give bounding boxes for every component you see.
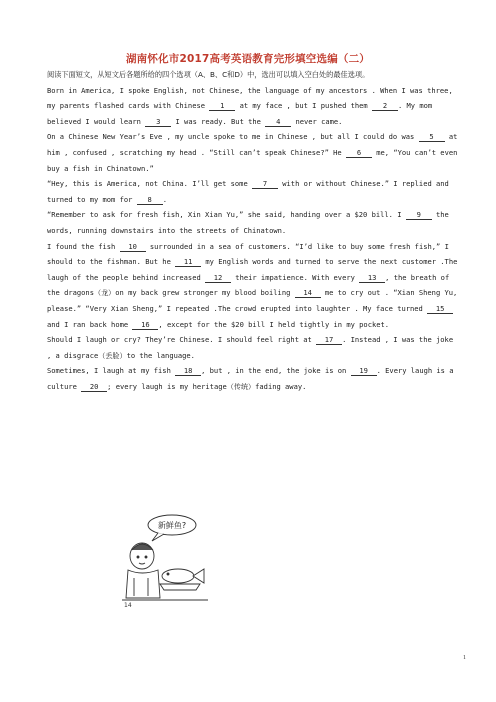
passage-text: . Instead , I was the joke , a disgrace（丢脸）to the language.	[47, 335, 454, 360]
passage-text: , the breath of the dragons（龙）on my back grew stronger my blood boiling	[47, 272, 450, 298]
document-body	[47, 67, 460, 394]
blank-5: 5	[419, 132, 445, 142]
blank-10: 10	[120, 242, 146, 252]
cartoon-illustration	[120, 508, 210, 608]
passage-text: Should I laugh or cry? They’re Chinese. I should feel right at	[47, 335, 317, 345]
passage-text: at my face , but I pushed them	[235, 101, 372, 111]
passage-text: I was ready. But the	[171, 116, 266, 126]
blank-15: 15	[427, 304, 453, 314]
blank-13: 13	[359, 273, 385, 283]
blank-3: 3	[145, 117, 171, 127]
passage-text: my English words and turned to serve the next customer .The laugh of the people behind increased	[47, 257, 458, 282]
blank-16: 16	[132, 320, 158, 330]
passage-text: me to cry out . “Xian Sheng Yu, please.” “Very Xian Sheng,” I repeated .The crowd erupted into laughter . My face turned	[47, 288, 458, 313]
paragraph	[47, 239, 460, 333]
figure-caption: 14	[124, 602, 132, 608]
passage-text: Sometimes, I laugh at my fish	[47, 366, 176, 376]
blank-19: 19	[351, 366, 377, 376]
blank-9: 9	[406, 210, 432, 220]
paragraph	[47, 332, 460, 363]
blank-12: 12	[205, 273, 231, 283]
passage-text: , but , in the end, the joke is on	[201, 366, 351, 376]
paragraph	[47, 363, 460, 394]
blank-2: 2	[372, 101, 398, 111]
passage-text: On a Chinese New Year’s Eve , my uncle spoke to me in Chinese , but all I could do was	[47, 132, 419, 142]
passage-text: their impatience. With every	[231, 272, 360, 282]
passage-text: at him , confused , scratching my head . “Still can’t speak Chinese?” He	[47, 132, 458, 157]
passage-text: .	[162, 194, 167, 204]
passage-text: surrounded in a sea of customers. “I’d like to buy some fresh fish,” I should to the fishman. But he	[47, 241, 449, 267]
passage-text: ; every laugh is my heritage（传统）fading away.	[107, 381, 307, 391]
person-drawing	[126, 543, 160, 598]
passage-text: . Every laugh is a culture	[47, 366, 454, 391]
blank-6: 6	[346, 148, 372, 158]
passage-text: “Hey, this is America, not China. I’ll get some	[47, 179, 252, 189]
blank-14: 14	[295, 288, 321, 298]
blank-7: 7	[252, 179, 278, 189]
passage-text: the words, running downstairs into the streets of Chinatown.	[47, 210, 449, 235]
blank-1: 1	[209, 101, 235, 111]
passage-text: . My mom believed I would learn	[47, 101, 433, 126]
passage-text: me, “You can’t even buy a fish in Chinatown.”	[47, 147, 458, 173]
bubble-text: 新鲜鱼?	[157, 521, 187, 530]
paragraph	[47, 207, 460, 238]
page-title: 湖南怀化市2017高考英语教育完形填空选编（二）	[125, 53, 371, 65]
fish-drawing	[160, 569, 204, 590]
passage-text: Born in America, I spoke English, not Chinese, the language of my ancestors . When I was three, my parents flashed cards with Chinese	[47, 85, 453, 111]
blank-4: 4	[265, 117, 291, 127]
paragraph	[47, 176, 460, 207]
blank-17: 17	[316, 335, 342, 345]
blank-11: 11	[175, 257, 201, 267]
paragraph	[47, 129, 460, 176]
passage-text: , except for the $20 bill I held tightly in my pocket.	[158, 319, 390, 329]
page-number: 1	[463, 655, 466, 661]
paragraph	[47, 83, 460, 130]
passage-text: I found the fish	[47, 241, 120, 251]
blank-20: 20	[81, 382, 107, 392]
instruction-text: 阅读下面短文，从短文后各题所给的四个选项（A、B、C和D）中，选出可以填入空白处的最佳选项。	[47, 70, 370, 79]
passage-text: never came.	[291, 116, 343, 126]
blank-18: 18	[175, 366, 201, 376]
passage	[47, 83, 460, 395]
passage-text: and I ran back home	[47, 319, 133, 329]
passage-text: with or without Chinese.” I replied and turned to my mom for	[47, 179, 449, 204]
blank-8: 8	[137, 195, 163, 205]
passage-text: “Remember to ask for fresh fish, Xin Xian Yu,” she said, handing over a $20 bill. I	[47, 210, 406, 220]
speech-bubble	[148, 515, 196, 541]
